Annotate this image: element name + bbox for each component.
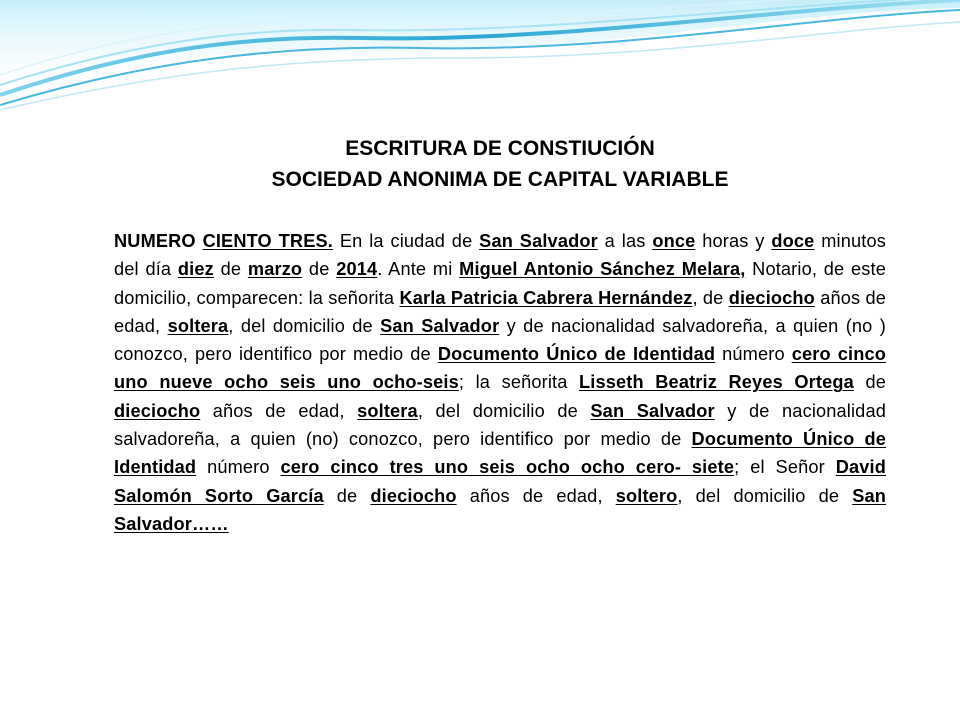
underlined-field: David Salomón Sorto García bbox=[114, 457, 886, 506]
paragraph-text: y de nacionalidad salvadoreña, a quien (no) conozco, pero identifico por medio de bbox=[114, 400, 886, 450]
paragraph-text: de bbox=[302, 259, 337, 280]
paragraph-text: ; el Señor bbox=[734, 457, 836, 478]
underlined-field: diez bbox=[177, 259, 214, 280]
title-line-1: ESCRITURA DE CONSTIUCIÓN bbox=[345, 137, 655, 160]
title-line-2: SOCIEDAD ANONIMA DE CAPITAL VARIABLE bbox=[271, 168, 729, 191]
paragraph-text: años de edad, bbox=[456, 485, 616, 506]
underlined-field: cero cinco uno nueve ocho seis uno ocho-seis bbox=[114, 344, 886, 393]
paragraph-text: NUMERO bbox=[114, 231, 203, 251]
underlined-field: San Salvador bbox=[479, 231, 598, 251]
paragraph-text: años de edad, bbox=[114, 287, 887, 336]
paragraph-text: En la ciudad de bbox=[332, 231, 480, 251]
underlined-field: dieciocho bbox=[728, 287, 815, 308]
paragraph-text: horas y bbox=[695, 231, 772, 251]
paragraph-text: , de bbox=[692, 287, 729, 308]
paragraph-text: de bbox=[323, 485, 371, 506]
paragraph-text: , del domicilio de bbox=[228, 315, 381, 336]
paragraph-text: , del domicilio de bbox=[417, 400, 591, 421]
paragraph-text: a las bbox=[597, 231, 653, 251]
paragraph-text: años de edad, bbox=[200, 400, 358, 421]
underlined-field: Documento Único de Identidad bbox=[114, 429, 886, 478]
underlined-field: soltera bbox=[167, 315, 229, 336]
underlined-field: Karla Patricia Cabrera Hernández bbox=[399, 287, 693, 308]
underlined-field: Lisseth Beatriz Reyes Ortega bbox=[579, 372, 854, 393]
underlined-field: once bbox=[652, 231, 696, 251]
underlined-field: soltero bbox=[615, 485, 678, 506]
paragraph-text: de bbox=[853, 372, 886, 393]
paragraph-text: . Ante mi bbox=[377, 259, 460, 280]
underlined-field: dieciocho bbox=[370, 485, 457, 506]
paragraph-text: y de nacionalidad salvadoreña, a quien (no ) conozco, pero identifico por medio de bbox=[114, 315, 886, 365]
underlined-field: marzo bbox=[247, 259, 303, 280]
underlined-field: San Salvador bbox=[380, 315, 500, 336]
paragraph-text: de bbox=[213, 259, 248, 280]
paragraph-text: Notario, de este domicilio, comparecen: la señorita bbox=[114, 259, 886, 308]
underlined-field: CIENTO TRES. bbox=[202, 231, 333, 251]
underlined-field: soltera bbox=[357, 400, 418, 421]
underlined-field: 2014 bbox=[336, 259, 378, 280]
paragraph-text: ; la señorita bbox=[458, 372, 580, 393]
underlined-field: dieciocho bbox=[114, 400, 201, 421]
deed-paragraph bbox=[114, 227, 886, 538]
paragraph-text: número bbox=[715, 344, 792, 365]
underlined-field: Miguel Antonio Sánchez Melara, bbox=[459, 259, 746, 280]
underlined-field: cero cinco tres uno seis ocho ocho cero- siete bbox=[280, 457, 735, 478]
paragraph-text: número bbox=[196, 457, 281, 478]
underlined-field: San Salvador bbox=[590, 400, 715, 421]
decorative-wave-banner bbox=[0, 0, 960, 110]
underlined-field: doce bbox=[771, 231, 815, 251]
underlined-field: Documento Único de Identidad bbox=[437, 344, 716, 365]
slide-title bbox=[0, 133, 960, 195]
underlined-field: San Salvador…… bbox=[114, 485, 887, 534]
paragraph-text: minutos del día bbox=[114, 231, 886, 280]
paragraph-text: , del domicilio de bbox=[677, 485, 853, 506]
